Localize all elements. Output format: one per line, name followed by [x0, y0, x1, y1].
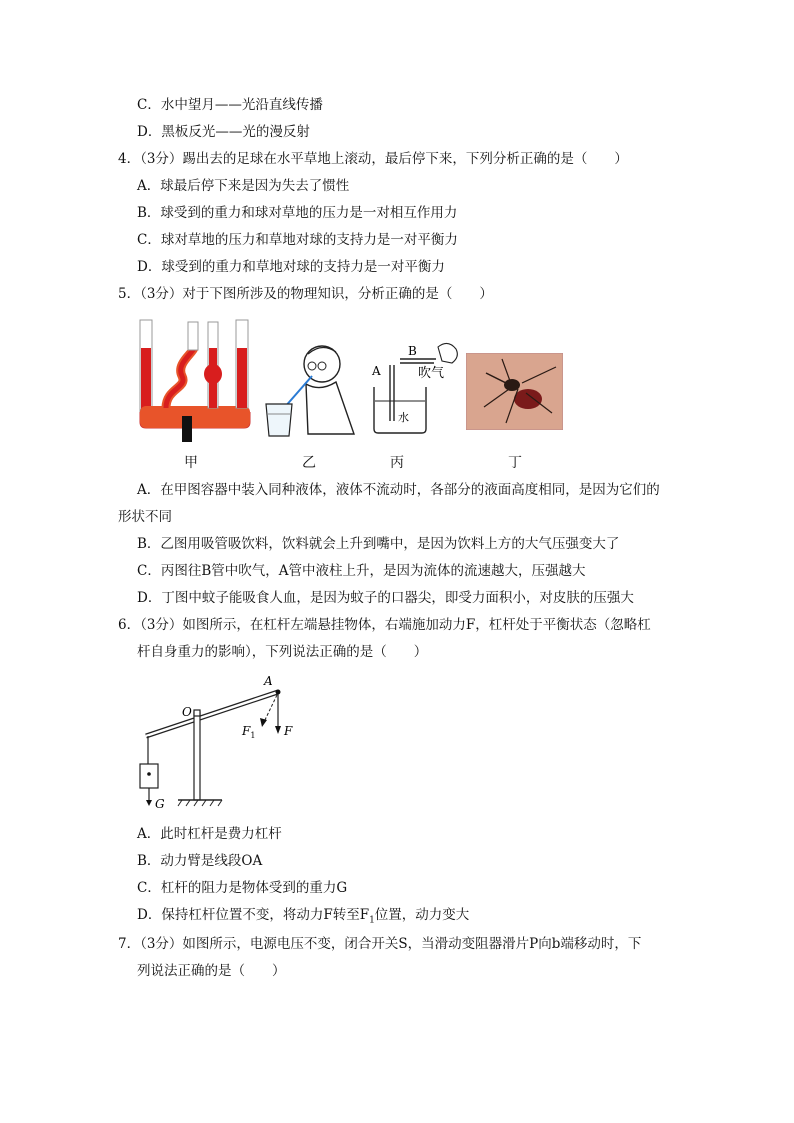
q4-option-d: D．球受到的重力和草地对球的支持力是一对平衡力: [137, 259, 445, 275]
q5-option-b: B．乙图用吸管吸饮料，饮料就会上升到嘴中，是因为饮料上方的大气压强变大了: [137, 536, 620, 552]
label-water: 水: [398, 411, 409, 424]
caption-yi: 乙: [302, 455, 316, 471]
q7-stem-line1: 7．（3分）如图所示，电源电压不变，闭合开关S，当滑动变阻器滑片P向b端移动时，下: [118, 936, 642, 952]
label-o: O: [182, 705, 192, 719]
label-b: B: [408, 344, 417, 358]
q4-stem: 4．（3分）踢出去的足球在水平草地上滚动，最后停下来，下列分析正确的是（ ）: [118, 151, 628, 167]
q6-option-a: A．此时杠杆是费力杠杆: [137, 826, 282, 842]
label-f: F: [284, 724, 293, 738]
q5-option-d: D．丁图中蚊子能吸食人血，是因为蚊子的口器尖，即受力面积小，对皮肤的压强大: [137, 590, 634, 606]
q6-option-d: D．保持杠杆位置不变，将动力F转至$F_1$位置，动力变大: [137, 907, 470, 926]
connected-vessels-figure: [136, 318, 254, 442]
q5-option-a-line2: 形状不同: [118, 509, 172, 525]
q4-option-b: B．球受到的重力和球对草地的压力是一对相互作用力: [137, 205, 458, 221]
q5-option-c: C．丙图往B管中吹气，A管中液柱上升，是因为流体的流速越大，压强越大: [137, 563, 586, 579]
q6-option-b: B．动力臂是线段OA: [137, 853, 263, 869]
label-g: G: [155, 797, 165, 811]
label-blow: 吹气: [418, 366, 445, 381]
label-a: A: [264, 674, 273, 688]
q5-option-a-line1: A．在甲图容器中装入同种液体，液体不流动时，各部分的液面高度相同，是因为它们的: [137, 482, 660, 498]
q6-stem-line1: 6．（3分）如图所示，在杠杆左端悬挂物体，右端施加动力F，杠杆处于平衡状态（忽略杠: [118, 617, 651, 633]
q3-option-d: D．黑板反光——光的漫反射: [137, 124, 310, 140]
caption-jia: 甲: [184, 455, 198, 471]
label-a: A: [372, 364, 381, 378]
caption-ding: 丁: [508, 455, 522, 471]
q4-option-c: C．球对草地的压力和草地对球的支持力是一对平衡力: [137, 232, 458, 248]
q6-option-c: C．杠杆的阻力是物体受到的重力G: [137, 880, 348, 896]
lever-figure: [136, 672, 296, 812]
caption-bing: 丙: [390, 455, 404, 471]
q6-stem-line2: 杆自身重力的影响），下列说法正确的是（ ）: [137, 644, 428, 660]
blowing-tube-figure: [368, 335, 464, 435]
q5-stem: 5．（3分）对于下图所涉及的物理知识，分析正确的是（ ）: [118, 286, 493, 302]
q7-stem-line2: 列说法正确的是（ ）: [137, 963, 286, 979]
q3-option-c: C．水中望月——光沿直线传播: [137, 97, 323, 113]
label-f1: $F_1$: [242, 724, 256, 740]
mosquito-photo: [466, 353, 563, 430]
q4-option-a: A．球最后停下来是因为失去了惯性: [137, 178, 350, 194]
straw-drinking-figure: [262, 330, 358, 440]
